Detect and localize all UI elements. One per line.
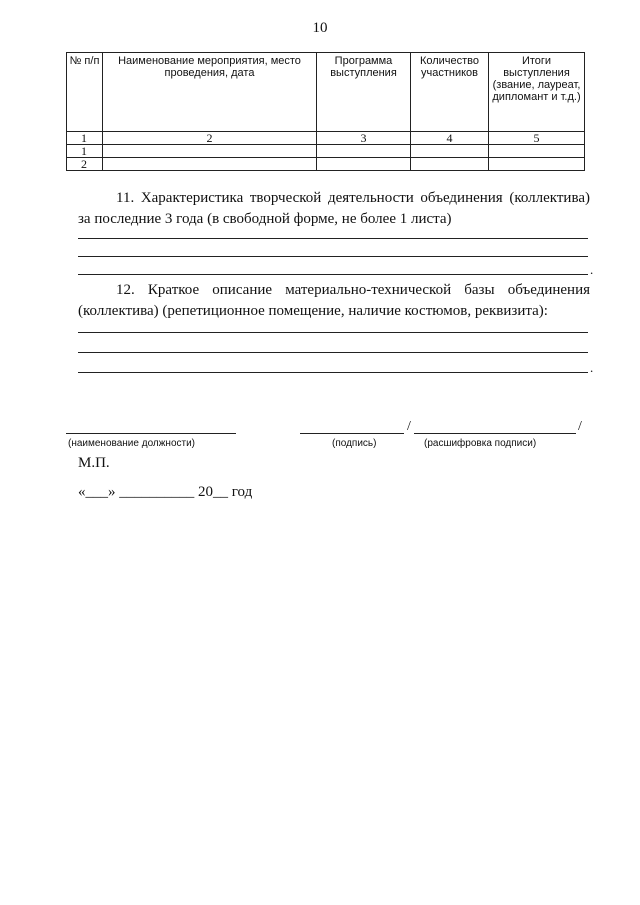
performance-results-table: [66, 52, 585, 171]
decoding-line[interactable]: [414, 433, 576, 434]
answer-line[interactable]: [78, 372, 588, 373]
table-header-row: [67, 53, 585, 132]
program-cell[interactable]: [317, 158, 411, 171]
section-12-text: 12. Краткое описание материально-технической базы объединения (коллектива) (репетиционное помещение, наличие костюмов, реквизита):: [78, 282, 590, 319]
column-number: 5: [489, 132, 585, 145]
line-end-mark: .: [590, 360, 594, 375]
column-number: 1: [67, 132, 103, 145]
page-number: 10: [312, 20, 328, 36]
header-number: № п/п: [67, 53, 103, 132]
event-cell[interactable]: [103, 145, 317, 158]
column-number: 2: [103, 132, 317, 145]
signature-separator: /: [407, 419, 411, 434]
event-cell[interactable]: [103, 158, 317, 171]
header-event: Наименование мероприятия, место проведения, дата: [103, 53, 317, 132]
participants-cell[interactable]: [411, 145, 489, 158]
program-cell[interactable]: [317, 145, 411, 158]
answer-line[interactable]: [78, 352, 588, 353]
answer-line[interactable]: [78, 332, 588, 333]
row-number: 1: [67, 145, 103, 158]
date-line: «___» __________ 20__ год: [78, 484, 253, 500]
position-caption: (наименование должности): [68, 438, 196, 449]
position-line[interactable]: [66, 433, 236, 434]
row-number: 2: [67, 158, 103, 171]
answer-line[interactable]: [78, 238, 588, 239]
results-cell[interactable]: [489, 158, 585, 171]
signature-separator: /: [578, 419, 582, 434]
column-number: 4: [411, 132, 489, 145]
column-number: 3: [317, 132, 411, 145]
stamp-place: М.П.: [78, 455, 110, 471]
answer-line[interactable]: [78, 274, 588, 275]
decoding-caption: (расшифровка подписи): [424, 438, 537, 449]
signature-line[interactable]: [300, 433, 404, 434]
signature-caption: (подпись): [332, 438, 377, 449]
results-cell[interactable]: [489, 145, 585, 158]
header-program: Программа выступления: [317, 53, 411, 132]
section-11-text: 11. Характеристика творческой деятельности объединения (коллектива) за последние 3 года (в свободной форме, не более 1 листа): [78, 190, 590, 227]
participants-cell[interactable]: [411, 158, 489, 171]
column-number-row: [67, 132, 585, 145]
answer-line[interactable]: [78, 256, 588, 257]
header-results: Итоги выступления (звание, лауреат, дипломант и т.д.): [489, 53, 585, 132]
table-row: [67, 158, 585, 171]
table-row: [67, 145, 585, 158]
line-end-mark: .: [590, 262, 594, 277]
header-participants: Количество участников: [411, 53, 489, 132]
